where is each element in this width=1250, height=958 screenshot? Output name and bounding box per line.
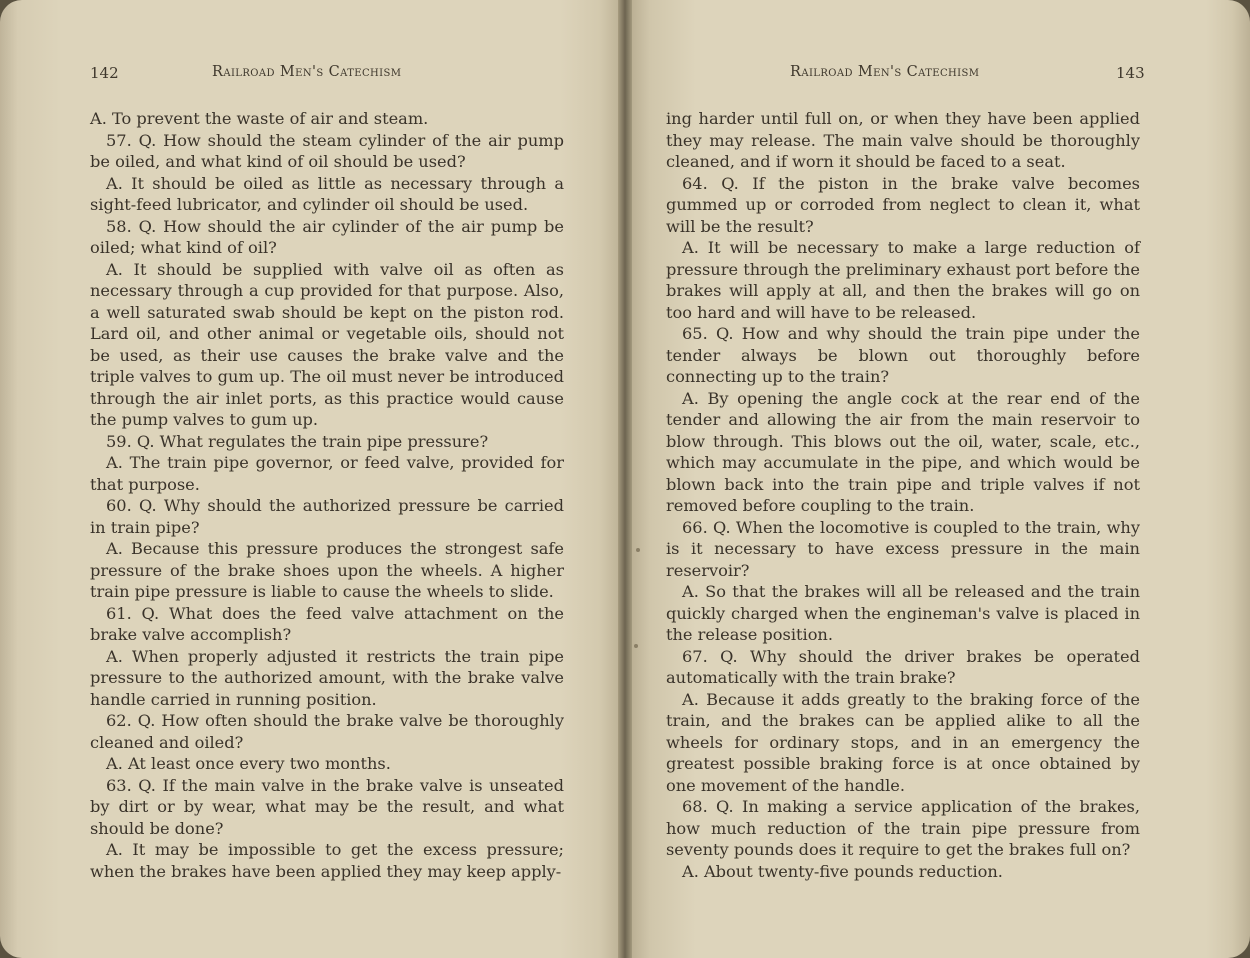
paragraph: A. Because it adds greatly to the braking force of the train, and the brakes can be applied alike to all the wheels for ordinary stops, and in an emergency the greatest possible braking force is at once obtained by one movement of the handle.: [666, 689, 1140, 795]
paragraph: 61. Q. What does the feed valve attachment on the brake valve accomplish?: [90, 603, 564, 644]
paper-speck: [636, 548, 640, 552]
paragraph: A. Because this pressure produces the strongest safe pressure of the brake shoes upon the wheels. A higher train pipe pressure is liable to cause the wheels to slide.: [90, 539, 564, 601]
paragraph: 60. Q. Why should the authorized pressure be carried in train pipe?: [90, 496, 564, 537]
paragraph: 67. Q. Why should the driver brakes be operated automatically with the train brake?: [666, 646, 1140, 687]
running-head: Railroad Men's Catechism: [790, 64, 980, 80]
paragraph: A. It may be impossible to get the excess pressure; when the brakes have been applied they may keep apply-: [90, 840, 564, 881]
paper-speck: [634, 644, 638, 648]
paragraph: A. It will be necessary to make a large reduction of pressure through the preliminary exhaust port before the brakes will apply at all, and then the brakes will go on too hard and will have to be released.: [666, 238, 1140, 322]
paragraph: 58. Q. How should the air cylinder of the air pump be oiled; what kind of oil?: [90, 216, 564, 257]
paragraph: A. About twenty-five pounds reduction.: [682, 861, 1003, 881]
paragraph: 68. Q. In making a service application of the brakes, how much reduction of the train pipe pressure from seventy pounds does it require to get the brakes full on?: [666, 797, 1140, 859]
paragraph: A. So that the brakes will all be released and the train quickly charged when the engineman's valve is placed in the release position.: [666, 582, 1140, 644]
paragraph: 59. Q. What regulates the train pipe pressure?: [106, 431, 489, 451]
paragraph: A. At least once every two months.: [106, 754, 391, 773]
page-body: [666, 108, 1140, 882]
paragraph: 62. Q. How often should the brake valve be thoroughly cleaned and oiled?: [90, 711, 564, 752]
paragraph: A. The train pipe governor, or feed valve, provided for that purpose.: [90, 453, 564, 494]
paragraph: A. By opening the angle cock at the rear end of the tender and allowing the air from the main reservoir to blow through. This blows out the oil, water, scale, etc., which may accumulate in the pipe, and which would be blown back into the train pipe and triple valves if not removed before coupling to the train.: [666, 388, 1140, 515]
page-number: 142: [90, 64, 119, 82]
paragraph: A. It should be oiled as little as necessary through a sight-feed lubricator, and cylinder oil should be used.: [90, 173, 564, 214]
paragraph: 65. Q. How and why should the train pipe under the tender always be blown out thoroughly before connecting up to the train?: [666, 324, 1140, 386]
paragraph: A. When properly adjusted it restricts the train pipe pressure to the authorized amount, with the brake valve handle carried in running position.: [90, 646, 564, 709]
paragraph: 66. Q. When the locomotive is coupled to the train, why is it necessary to have excess pressure in the main reservoir?: [666, 517, 1140, 580]
paragraph: ing harder until full on, or when they have been applied they may release. The main valve should be thoroughly cleaned, and if worn it should be faced to a seat.: [666, 109, 1140, 171]
page-body: [90, 108, 564, 882]
paragraph: 64. Q. If the piston in the brake valve becomes gummed up or corroded from neglect to clean it, what will be the result?: [666, 173, 1140, 236]
paragraph: A. To prevent the waste of air and steam.: [90, 109, 429, 128]
paragraph: A. It should be supplied with valve oil as often as necessary through a cup provided for that purpose. Also, a well saturated swab should be kept on the piston rod. Lard oil, and other animal or vegetable oils, should not be used, as their use causes the brake valve and the triple valves to gum up. The oil must never be introduced through the air inlet ports, as this practice would cause the pump valves to gum up.: [90, 259, 564, 429]
paragraph: 57. Q. How should the steam cylinder of the air pump be oiled, and what kind of oil should be used?: [90, 130, 564, 171]
paragraph: 63. Q. If the main valve in the brake valve is unseated by dirt or by wear, what may be the result, and what should be done?: [90, 775, 564, 838]
right-page: [626, 0, 1250, 958]
running-head: Railroad Men's Catechism: [212, 64, 402, 80]
page-number: 143: [1116, 64, 1145, 82]
left-page: [0, 0, 624, 958]
book-gutter: [618, 0, 632, 958]
